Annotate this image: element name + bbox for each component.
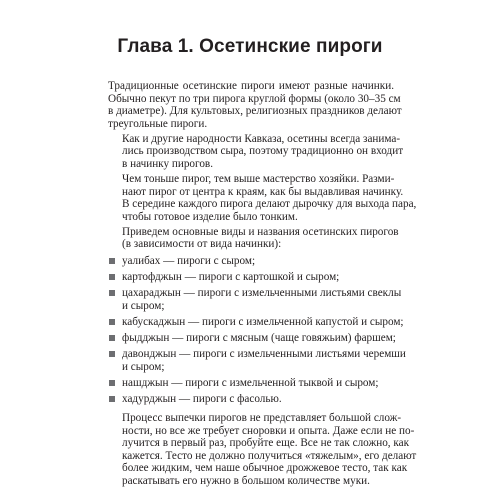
text-line: нают пирог от центра к краям, как бы выдавливая начинку.	[122, 185, 404, 198]
square-bullet-icon	[109, 396, 115, 402]
chapter-body	[108, 80, 417, 490]
square-bullet-icon	[109, 319, 115, 325]
square-bullet-icon	[109, 274, 115, 280]
list-item-text: и сыром;	[122, 299, 165, 312]
list-item-text: давонджын — пироги с измельченными листьями черемши	[122, 348, 406, 361]
text-line: раскатывать его нужно в большом количестве муки.	[122, 474, 370, 487]
text-line: Традиционные осетинские пироги имеют разные начинки.	[108, 80, 394, 92]
list-item-text: фыдджын — пироги с мясным (чаще говяжьим) фаршем;	[122, 332, 396, 345]
square-bullet-icon	[109, 335, 115, 341]
list-item	[108, 393, 394, 406]
list-item	[108, 271, 394, 284]
square-bullet-icon	[109, 380, 115, 386]
pie-types-list	[108, 254, 406, 406]
paragraph-traditional-pies	[108, 80, 402, 130]
square-bullet-icon	[109, 258, 115, 264]
text-line: более жидким, чем наше обычное дрожжевое тесто, так как	[122, 462, 408, 475]
text-line: Как и другие народности Кавказа, осетины всегда занима-	[122, 132, 401, 145]
list-item-text: хадурджын — пироги с фасолью.	[122, 393, 282, 406]
list-item	[108, 287, 402, 312]
text-line: ности, но все же требует сноровки и опыта. Даже если не по-	[122, 424, 415, 437]
text-line: Приведем основные виды и названия осетинских пирогов	[122, 225, 399, 238]
text-line: лись производством сыра, поэтому традиционно он входит	[122, 145, 404, 158]
paragraph-baking-process	[108, 411, 417, 488]
paragraph-thin-pie	[108, 172, 417, 223]
list-item-text: нашджын — пироги с измельченной тыквой и сыром;	[122, 377, 379, 390]
square-bullet-icon	[109, 351, 115, 357]
text-line: лучится в первый раз, пробуйте еще. Все не так сложно, как	[122, 437, 410, 450]
text-line: В середине каждого пирога делают дырочку для выхода пара,	[122, 198, 417, 211]
list-item	[108, 332, 394, 345]
text-line: в диаметре). Для культовых, религиозных праздников делают	[108, 105, 402, 118]
list-item	[108, 316, 404, 329]
text-line: Обычно пекут по три пирога круглой формы (около 30–35 см	[108, 92, 401, 105]
text-line: (в зависимости от вида начинки):	[122, 238, 282, 251]
text-line: кажется. Тесто не должно получиться «тяжелым», его делают	[122, 449, 417, 462]
list-item	[108, 377, 394, 390]
square-bullet-icon	[109, 290, 115, 296]
text-line: Чем тоньше пирог, тем выше мастерство хозяйки. Разми-	[122, 172, 395, 185]
list-item-text: кабускаджын — пироги с измельченной капустой и сыром;	[122, 316, 404, 329]
text-line: Процесс выпечки пирогов не представляет большой слож-	[122, 411, 402, 424]
list-item-text: уалибах — пироги с сыром;	[122, 254, 256, 267]
list-item-text: картофджын — пироги с картошкой и сыром;	[122, 271, 340, 284]
list-item	[108, 348, 406, 374]
text-line: чтобы готовое изделие было тонким.	[122, 210, 298, 223]
text-line: в начинку пирогов.	[122, 157, 213, 170]
list-item-text: цахараджын — пироги с измельченными листьями свеклы	[122, 287, 402, 300]
paragraph-list-intro	[108, 225, 399, 251]
list-item-text: и сыром;	[122, 361, 165, 374]
list-item	[108, 255, 394, 268]
text-line: треугольные пироги.	[108, 117, 208, 130]
paragraph-cheese	[108, 132, 404, 171]
chapter-title: Глава 1. Осетинские пироги	[117, 36, 383, 57]
